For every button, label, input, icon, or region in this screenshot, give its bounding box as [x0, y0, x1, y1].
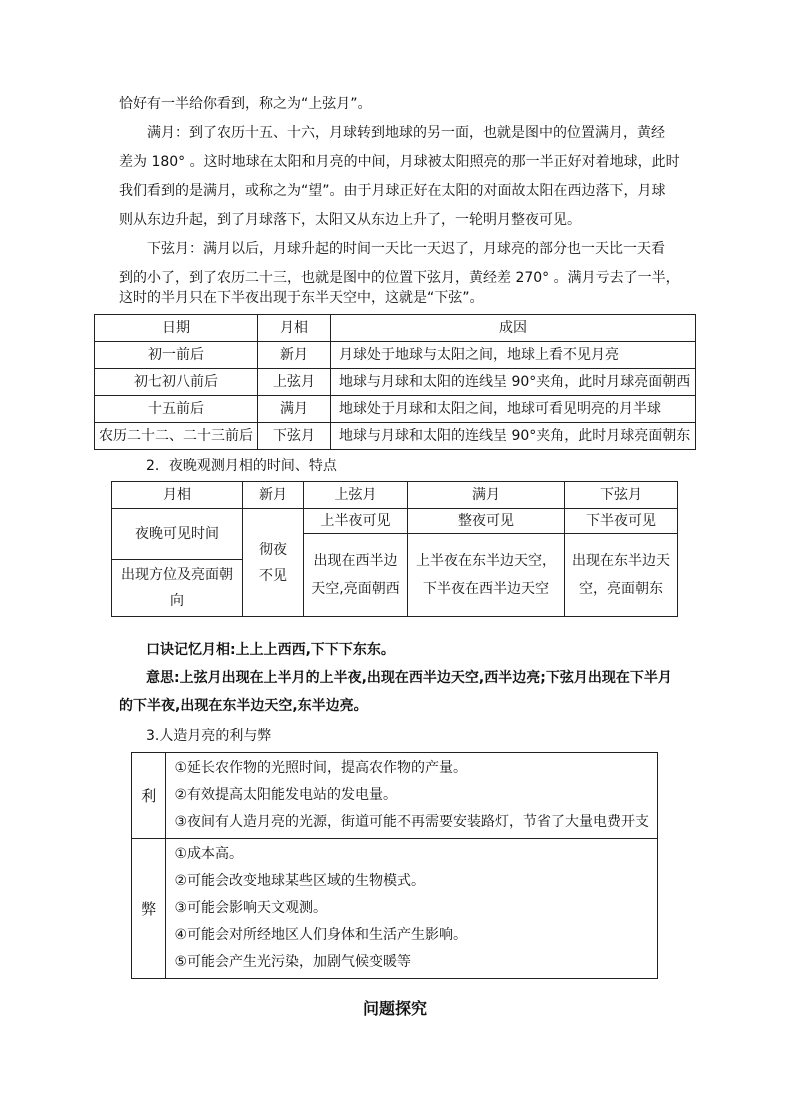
paragraph-full-moon-line1: 满月：到了农历十五、十六，月球转到地球的另一面，也就是图中的位置满月，黄经: [147, 125, 665, 141]
cell-date: 初七初八前后: [95, 369, 258, 396]
cell-cause: 地球与月球和太阳的连线呈 90°夹角，此时月球亮面朝东: [331, 423, 696, 450]
paragraph-full-moon-line3: 我们看到的是满月，或称之为“望”。由于月球正好在太阳的对面故太阳在西边落下，月球: [119, 183, 666, 199]
paragraph-first-quarter-end: 恰好有一半给你看到，称之为“上弦月”。: [119, 96, 372, 112]
cons-list: [166, 839, 658, 979]
header-full-moon: 满月: [408, 482, 565, 509]
cell-last-quarter-time: 下半夜可见: [565, 509, 678, 534]
list-item: ④可能会对所经地区人们身体和生活产生影响。: [174, 927, 467, 943]
table-row: [95, 423, 696, 450]
cell-phase: 新月: [258, 342, 331, 369]
cell-phase: 下弦月: [258, 423, 331, 450]
list-item: ②可能会改变地球某些区域的生物模式。: [174, 873, 425, 889]
section-heading: 问题探究: [362, 999, 427, 1018]
paragraph-last-quarter-line2: 到的小了，到了农历二十三，也就是图中的位置下弦月，黄经差 270° 。满月亏去了一半，: [119, 270, 680, 286]
cell-last-quarter-position: 出现在东半边天空，亮面朝东: [565, 534, 678, 617]
list-item: ①成本高。: [174, 846, 243, 862]
row-label-visible-time: 夜晚可见时间: [112, 509, 243, 560]
table-row: [95, 342, 696, 369]
mnemonic-line2: 意思:上弦月出现在上半月的上半夜,出现在西半边天空,西半边亮;下弦月出现在下半月: [146, 670, 672, 686]
table-header-row: [112, 482, 678, 509]
list-item: ③可能会影响天文观测。: [174, 900, 327, 916]
header-first-quarter: 上弦月: [304, 482, 408, 509]
paragraph-last-quarter-line1: 下弦月：满月以后，月球升起的时间一天比一天迟了，月球亮的部分也一天比一天看: [147, 241, 665, 257]
header-new-moon: 新月: [243, 482, 304, 509]
cell-first-quarter-position: 出现在西半边天空,亮面朝西: [304, 534, 408, 617]
section-3-title: 3.人造月亮的利与弊: [146, 728, 272, 744]
section-2-title: 2．夜晚观测月相的时间、特点: [146, 458, 337, 474]
list-item: ⑤可能会产生光污染，加剧气候变暖等: [174, 954, 411, 970]
cell-cause: 地球与月球和太阳的连线呈 90°夹角，此时月球亮面朝西: [331, 369, 696, 396]
paragraph-full-moon-line4: 则从东边升起，到了月球落下，太阳又从东边上升了，一轮明月整夜可见。: [119, 212, 581, 228]
cell-cause: 月球处于地球与太阳之间，地球上看不见月亮: [331, 342, 696, 369]
table-row: [132, 839, 658, 979]
pros-label: 利: [132, 753, 166, 839]
cell-full-moon-time: 整夜可见: [408, 509, 565, 534]
paragraph-last-quarter-line3: 这时的半月只在下半夜出现于东半天空中，这就是“下弦”。: [119, 290, 484, 306]
list-item: ①延长农作物的光照时间，提高农作物的产量。: [174, 760, 467, 776]
table-row: [95, 396, 696, 423]
cons-label: 弊: [132, 839, 166, 979]
cell-full-moon-position: 上半夜在东半边天空，下半夜在西半边天空: [408, 534, 565, 617]
cell-phase: 上弦月: [258, 369, 331, 396]
list-item: ②有效提高太阳能发电站的发电量。: [174, 787, 397, 803]
table-row: [112, 509, 678, 534]
cell-date: 农历二十二、二十三前后: [95, 423, 258, 450]
table-row: [132, 753, 658, 839]
header-cause: 成因: [331, 315, 696, 342]
mnemonic-line3: 的下半夜,出现在东半边天空,东半边亮。: [119, 698, 368, 714]
cell-date: 初一前后: [95, 342, 258, 369]
cell-phase: 满月: [258, 396, 331, 423]
night-observation-table: [111, 481, 678, 617]
table-row: [95, 369, 696, 396]
header-phase: 月相: [258, 315, 331, 342]
cell-new-moon: 彻夜不见: [243, 509, 304, 617]
table-header-row: [95, 315, 696, 342]
cell-cause: 地球处于月球和太阳之间，地球可看见明亮的月半球: [331, 396, 696, 423]
paragraph-full-moon-line2: 差为 180° 。这时地球在太阳和月亮的中间，月球被太阳照亮的那一半正好对着地球，此时: [119, 154, 680, 170]
header-last-quarter: 下弦月: [565, 482, 678, 509]
cell-first-quarter-time: 上半夜可见: [304, 509, 408, 534]
moon-phase-cause-table: [94, 314, 696, 450]
pros-list: [166, 753, 658, 839]
header-phase: 月相: [112, 482, 243, 509]
header-date: 日期: [95, 315, 258, 342]
list-item: ③夜间有人造月亮的光源，街道可能不再需要安装路灯，节省了大量电费开支: [174, 814, 649, 830]
cell-date: 十五前后: [95, 396, 258, 423]
mnemonic-line1: 口诀记忆月相:上上上西西,下下下东东。: [146, 642, 395, 658]
row-label-position: 出现方位及亮面朝向: [112, 560, 243, 617]
artificial-moon-pros-cons-table: [131, 752, 658, 979]
